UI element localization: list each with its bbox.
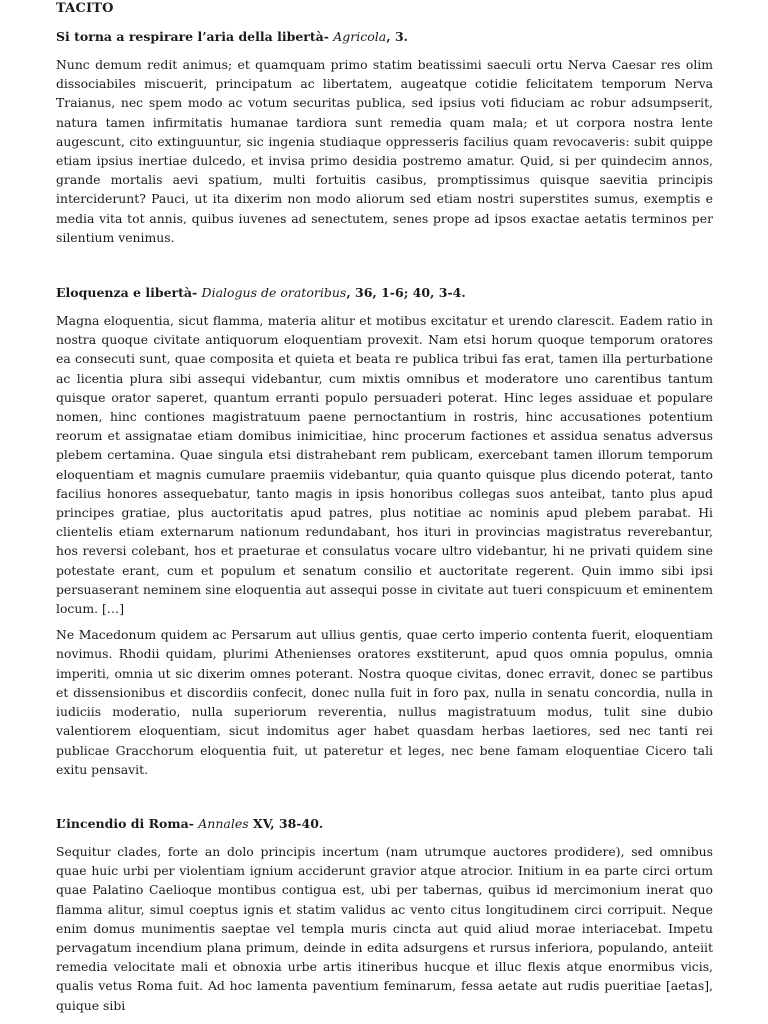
work-title: Annales [198, 815, 249, 831]
paragraph: Sequitur clades, forte an dolo principis incertum (nam utrumque auctores prodidere), sed omnibus quae huic urbi per violentiam ignium acciderunt gravior atque atrocior. Initium in ea parte circi ortum quae Palatino Caelioque montibus contigua est, ubi per tabernas, quibus id mercimonium inerat quo flamma alitur, simul coeptus ignis et statim validus ac vento citus longitudinem circi corripuit. Neque enim domus munimentis saeptae vel templa muris cincta aut quid aliud morae interiacebat. Impetu pervagatum incendium plana primum, deinde in edita adsurgens et rursus inferiora, populando, anteiit remedia velocitate mali et obnoxia urbe artis itineribus hucque et illuc flexis atque enormibus vicis, qualis vetus Roma fuit. Ad hoc lamenta paventium feminarum, fessa aetate aut rudis pueritiae [aetas], quique sibi [56, 843, 713, 1013]
section-heading-dialogus [56, 284, 713, 301]
document-title: TACITO [56, 1, 114, 16]
section-heading-annales [56, 815, 713, 832]
heading-text: L’incendio di Roma- [56, 815, 194, 831]
heading-reference: XV, 38-40. [248, 815, 324, 831]
document-page [56, 0, 713, 1015]
section-heading-agricola [56, 28, 713, 45]
work-title: Dialogus de oratoribus [201, 285, 347, 301]
heading-text: Eloquenza e libertà- [56, 285, 198, 301]
heading-reference: , 3. [386, 29, 409, 44]
paragraph: Ne Macedonum quidem ac Persarum aut ullius gentis, quae certo imperio contenta fuerit, eloquentiam novimus. Rhodii quidam, plurimi Athenienses oratores exstiterunt, apud quos omnia populus, omnia imperiti, omnia ut sic dixerim omnes poterant. Nostra quoque civitas, donec erravit, donec se partibus et dissensionibus et discordiis confecit, donec nulla fuit in foro pax, nulla in senatu concordia, nulla in iudiciis moderatio, nulla superiorum reverentia, nullus magistratuum modus, tulit sine dubio valentiorem eloquentiam, sicut indomitus ager habet quasdam herbas laetiores, sed nec tanti rei publicae Gracchorum eloquentia fuit, ut pateretur et leges, nec bene famam eloquentiae Cicero tali exitu pensavit. [56, 627, 713, 777]
work-title: Agricola [333, 29, 387, 44]
paragraph: Nunc demum redit animus; et quamquam primo statim beatissimi saeculi ortu Nerva Caesar res olim dissociabiles miscuerit, principatum ac libertatem, augeatque cotidie felicitatem temporum Nerva Traianus, nec spem modo ac votum securitas publica, sed ipsius voti fiduciam ac robur adsumpserit, natura tamen infirmitatis humanae tardiora sunt remedia quam mala; et ut corpora nostra lente augescunt, cito extinguuntur, sic ingenia studiaque oppresseris facilius quam revocaveris: subit quippe etiam ipsius inertiae dulcedo, et invisa primo desidia postremo amatur. Quid, si per quindecim annos, grande mortalis aevi spatium, multi fortuitis casibus, promptissimus quisque saevitia principis interciderunt? Pauci, ut ita dixerim non modo aliorum sed etiam nostri superstites sumus, exemptis e media vita tot annis, quibus iuvenes ad senectutem, senes prope ad ipsos exactae aetatis terminos per silentium venimus. [56, 57, 713, 245]
heading-reference: , 36, 1-6; 40, 3-4. [346, 285, 466, 301]
heading-text: Si torna a respirare l’aria della libertà- [56, 29, 329, 44]
paragraph: Magna eloquentia, sicut flamma, materia alitur et motibus excitatur et urendo clarescit. Eadem ratio in nostra quoque civitate antiquorum eloquentiam provexit. Nam etsi horum quoque temporum oratores ea consecuti sunt, quae composita et quieta et beata re publica tribui fas erat, tamen illa perturbatione ac licentia plura sibi assequi videbantur, cum mixtis omnibus et moderatore uno carentibus tantum quisque orator saperet, quantum erranti populo persuaderi poterat. Hinc leges assiduae et populare nomen, hinc contiones magistratuum paene pernoctantium in rostris, hinc accusationes potentium reorum et assignatae etiam domibus inimicitiae, hinc procerum factiones et assidua senatus adversus plebem certamina. Quae singula etsi distrahebant rem publicam, exercebant tamen illorum temporum eloquentiam et magnis cumulare praemiis videbantur, quia quanto quisque plus dicendo poterat, tanto facilius honores assequebatur, tanto magis in ipsis honoribus collegas suos anteibat, tanto plus apud principes gratiae, plus auctoritatis apud patres, plus notitiae ac nominis apud plebem parabat. Hi clientelis etiam externarum nationum redundabant, hos ituri in provincias magistratus reverebantur, hos reversi colebant, hos et praeturae et consulatus vocare ultro videbantur, hi ne privati quidem sine potestate erant, cum et populum et senatum consilio et auctoritate regerent. Quin immo sibi ipsi persuaserant neminem sine eloquentia aut assequi posse in civitate aut tueri conspicuum et eminentem locum. […] [56, 313, 713, 617]
